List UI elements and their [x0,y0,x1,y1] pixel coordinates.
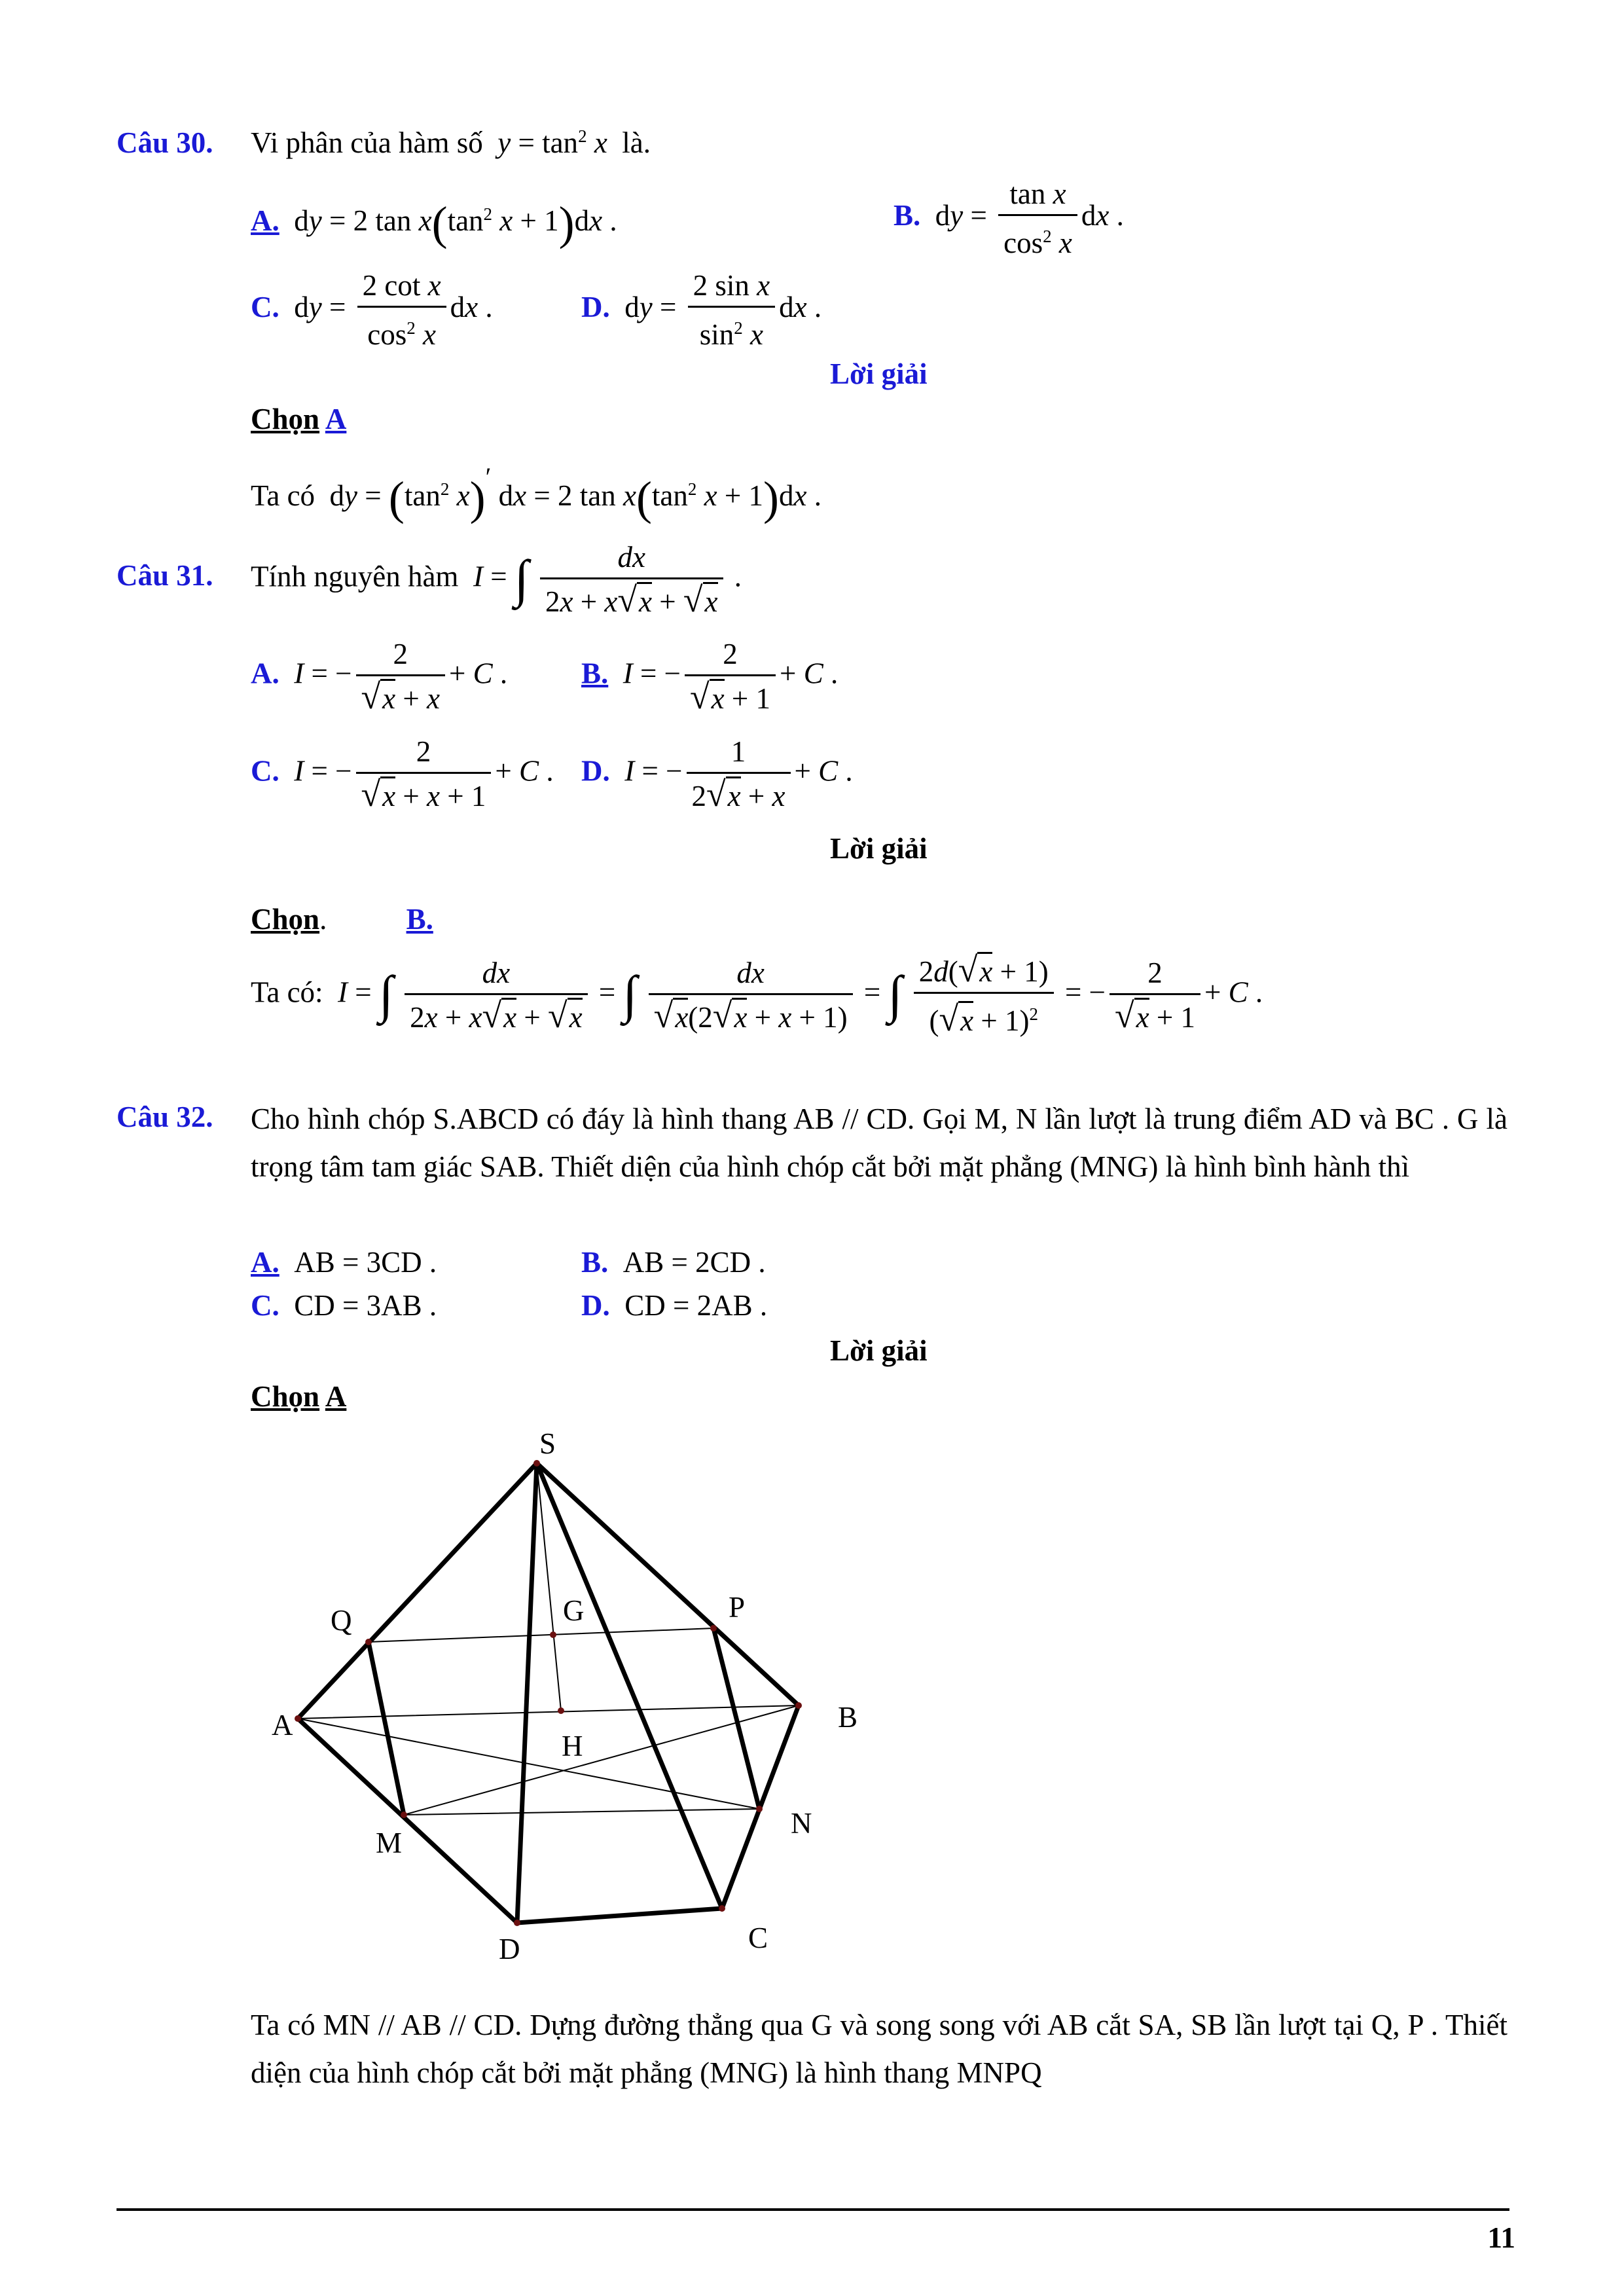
point-D [514,1920,520,1926]
q30-work: Ta có dy = ($\tan^2$ x)′ dx = 2 $\tan x(\tan^2$ x + 1)dx . [251,462,821,525]
edge-SD [517,1463,537,1923]
q31-option-d[interactable]: D. I = − $\frac{1}{2√x + x}$ + C . [581,731,853,816]
q31-solution-title: Lời giải [830,832,928,865]
point-C [719,1905,725,1912]
edge-SB [537,1463,799,1705]
label-S: S [539,1427,556,1460]
q32-conclusion: Ta có MN // AB // CD. Dựng đường thẳng qua G và song song với AB cắt SA, SB lần lượt tại Q, P . Thiết diện của hình chóp cắt bởi mặt phẳng (MNG) là hình thang MNPQ [251,2009,1507,2089]
q30-option-b[interactable]: B. dy = $\frac{\text{tan x}}{\cos^2 x}$ dx . [893,173,1124,263]
q32-option-c-label: C. [251,1289,280,1322]
q30-stem-text: Vi phân của hàm số [251,126,483,159]
q30-label: Câu 30. [117,126,213,159]
q32-label: Câu 32. [117,1101,213,1133]
q31-option-b-label: B. [581,657,609,690]
q31-work-prefix: Ta có: [251,975,323,1009]
q30-solution-title: Lời giải [830,357,928,390]
point-G [550,1631,556,1638]
q30-stem-end: là. [622,126,651,159]
q31-option-c-label: C. [251,754,280,788]
edge-AD [298,1719,517,1923]
q30-work-prefix: Ta có [251,479,316,512]
q30-chosen-text: Chọn [251,403,320,435]
label-A: A [272,1709,293,1741]
point-P [710,1625,717,1631]
q30-option-d-label: D. [581,290,610,323]
label-D: D [499,1933,520,1965]
q30-option-a[interactable]: A. dy = 2 $\tan x(\tan^2$ x + 1)dx . [251,197,617,249]
q31-option-a[interactable]: A. I = − $\frac{2}{√x + x}$ + C . [251,634,507,719]
q30-chosen-letter: A [325,403,347,435]
q30-option-c-label: C. [251,290,280,323]
label-M: M [376,1827,403,1859]
q31-chosen-letter: B. [406,903,433,936]
q31-option-c[interactable]: C. I = − $\frac{2}{√x + x + 1}$ + C . [251,731,554,816]
label-C: C [748,1922,768,1954]
label-G: G [563,1594,585,1627]
line-QP [369,1628,713,1642]
q31-option-b[interactable]: B. I = − $\frac{2}{√x + 1}$ + C . [581,634,838,719]
q30-function: $y = \tan^2 x$ [497,126,607,159]
q32-chosen-letter: A [325,1380,347,1413]
q32-option-d-label: D. [581,1289,610,1322]
line-SH [537,1463,561,1711]
q32-option-d-text: CD = 2AB . [624,1289,768,1322]
edge-SC [537,1463,722,1908]
q30-option-d[interactable]: D. dy = $\frac{\text{2 sin x}}{\sin^2 x}$ dx . [581,265,821,355]
q31-chosen-text: Chọn [251,903,320,936]
point-M [401,1812,407,1818]
page-number: 11 [1487,2221,1515,2254]
label-P: P [729,1591,746,1624]
label-Q: Q [331,1604,352,1637]
q31-chosen: Chọn. B. [251,903,433,936]
q32-option-c-text: CD = 3AB . [294,1289,437,1322]
label-B: B [838,1701,858,1734]
edge-DC [517,1908,722,1923]
q32-option-b-label: B. [581,1246,609,1279]
q32-solution-title: Lời giải [830,1334,928,1367]
line-AB [298,1705,799,1719]
line-AN [298,1719,759,1809]
q30-option-b-label: B. [893,198,921,232]
q30-option-a-label: A. [251,204,280,237]
q31-option-d-label: D. [581,754,610,788]
q32-option-b-text: AB = 2CD . [623,1246,766,1279]
footer-rule [117,2208,1509,2211]
point-S [533,1460,540,1467]
q31-work: Ta có: I = ∫ $\frac{dx}{2x + x√x + √x}$ = ∫ $\frac{dx}{√x(2√x + x + 1)}$ = ∫ $\frac{2d(√x + 1)}{(√x + 1)^2}$ = − $\frac{2}{√x + 1}$ + C . [251,950,1263,1038]
q31-label: Câu 31. [117,559,213,592]
q32-chosen-text: Chọn [251,1380,320,1413]
q31-option-a-label: A. [251,657,280,690]
q31-stem: Tính nguyên hàm I = ∫ $\frac{dx}{2x + x√x + √x}$ . [251,537,742,622]
label-H: H [562,1730,583,1762]
q31-stem-text: Tính nguyên hàm [251,560,459,593]
label-N: N [791,1807,812,1840]
q30-option-c[interactable]: C. dy = $\frac{\text{2 cot x}}{\cos^2 x}$ dx . [251,265,493,355]
q32-option-a-text: AB = 3CD . [294,1246,437,1279]
point-Q [365,1639,372,1645]
point-B [795,1702,802,1709]
q32-stem: Cho hình chóp S.ABCD có đáy là hình thang AB // CD. Gọi M, N lần lượt là trung điểm AD và BC . G là trọng tâm tam giác SAB. Thiết diện của hình chóp cắt bởi mặt phẳng (MNG) là hình bình hành thì [251,1102,1507,1183]
edge-SA [298,1463,537,1719]
line-MN [404,1809,759,1815]
q32-option-a-label: A. [251,1246,280,1279]
point-H [558,1707,564,1714]
point-N [756,1806,763,1812]
point-A [295,1715,301,1722]
